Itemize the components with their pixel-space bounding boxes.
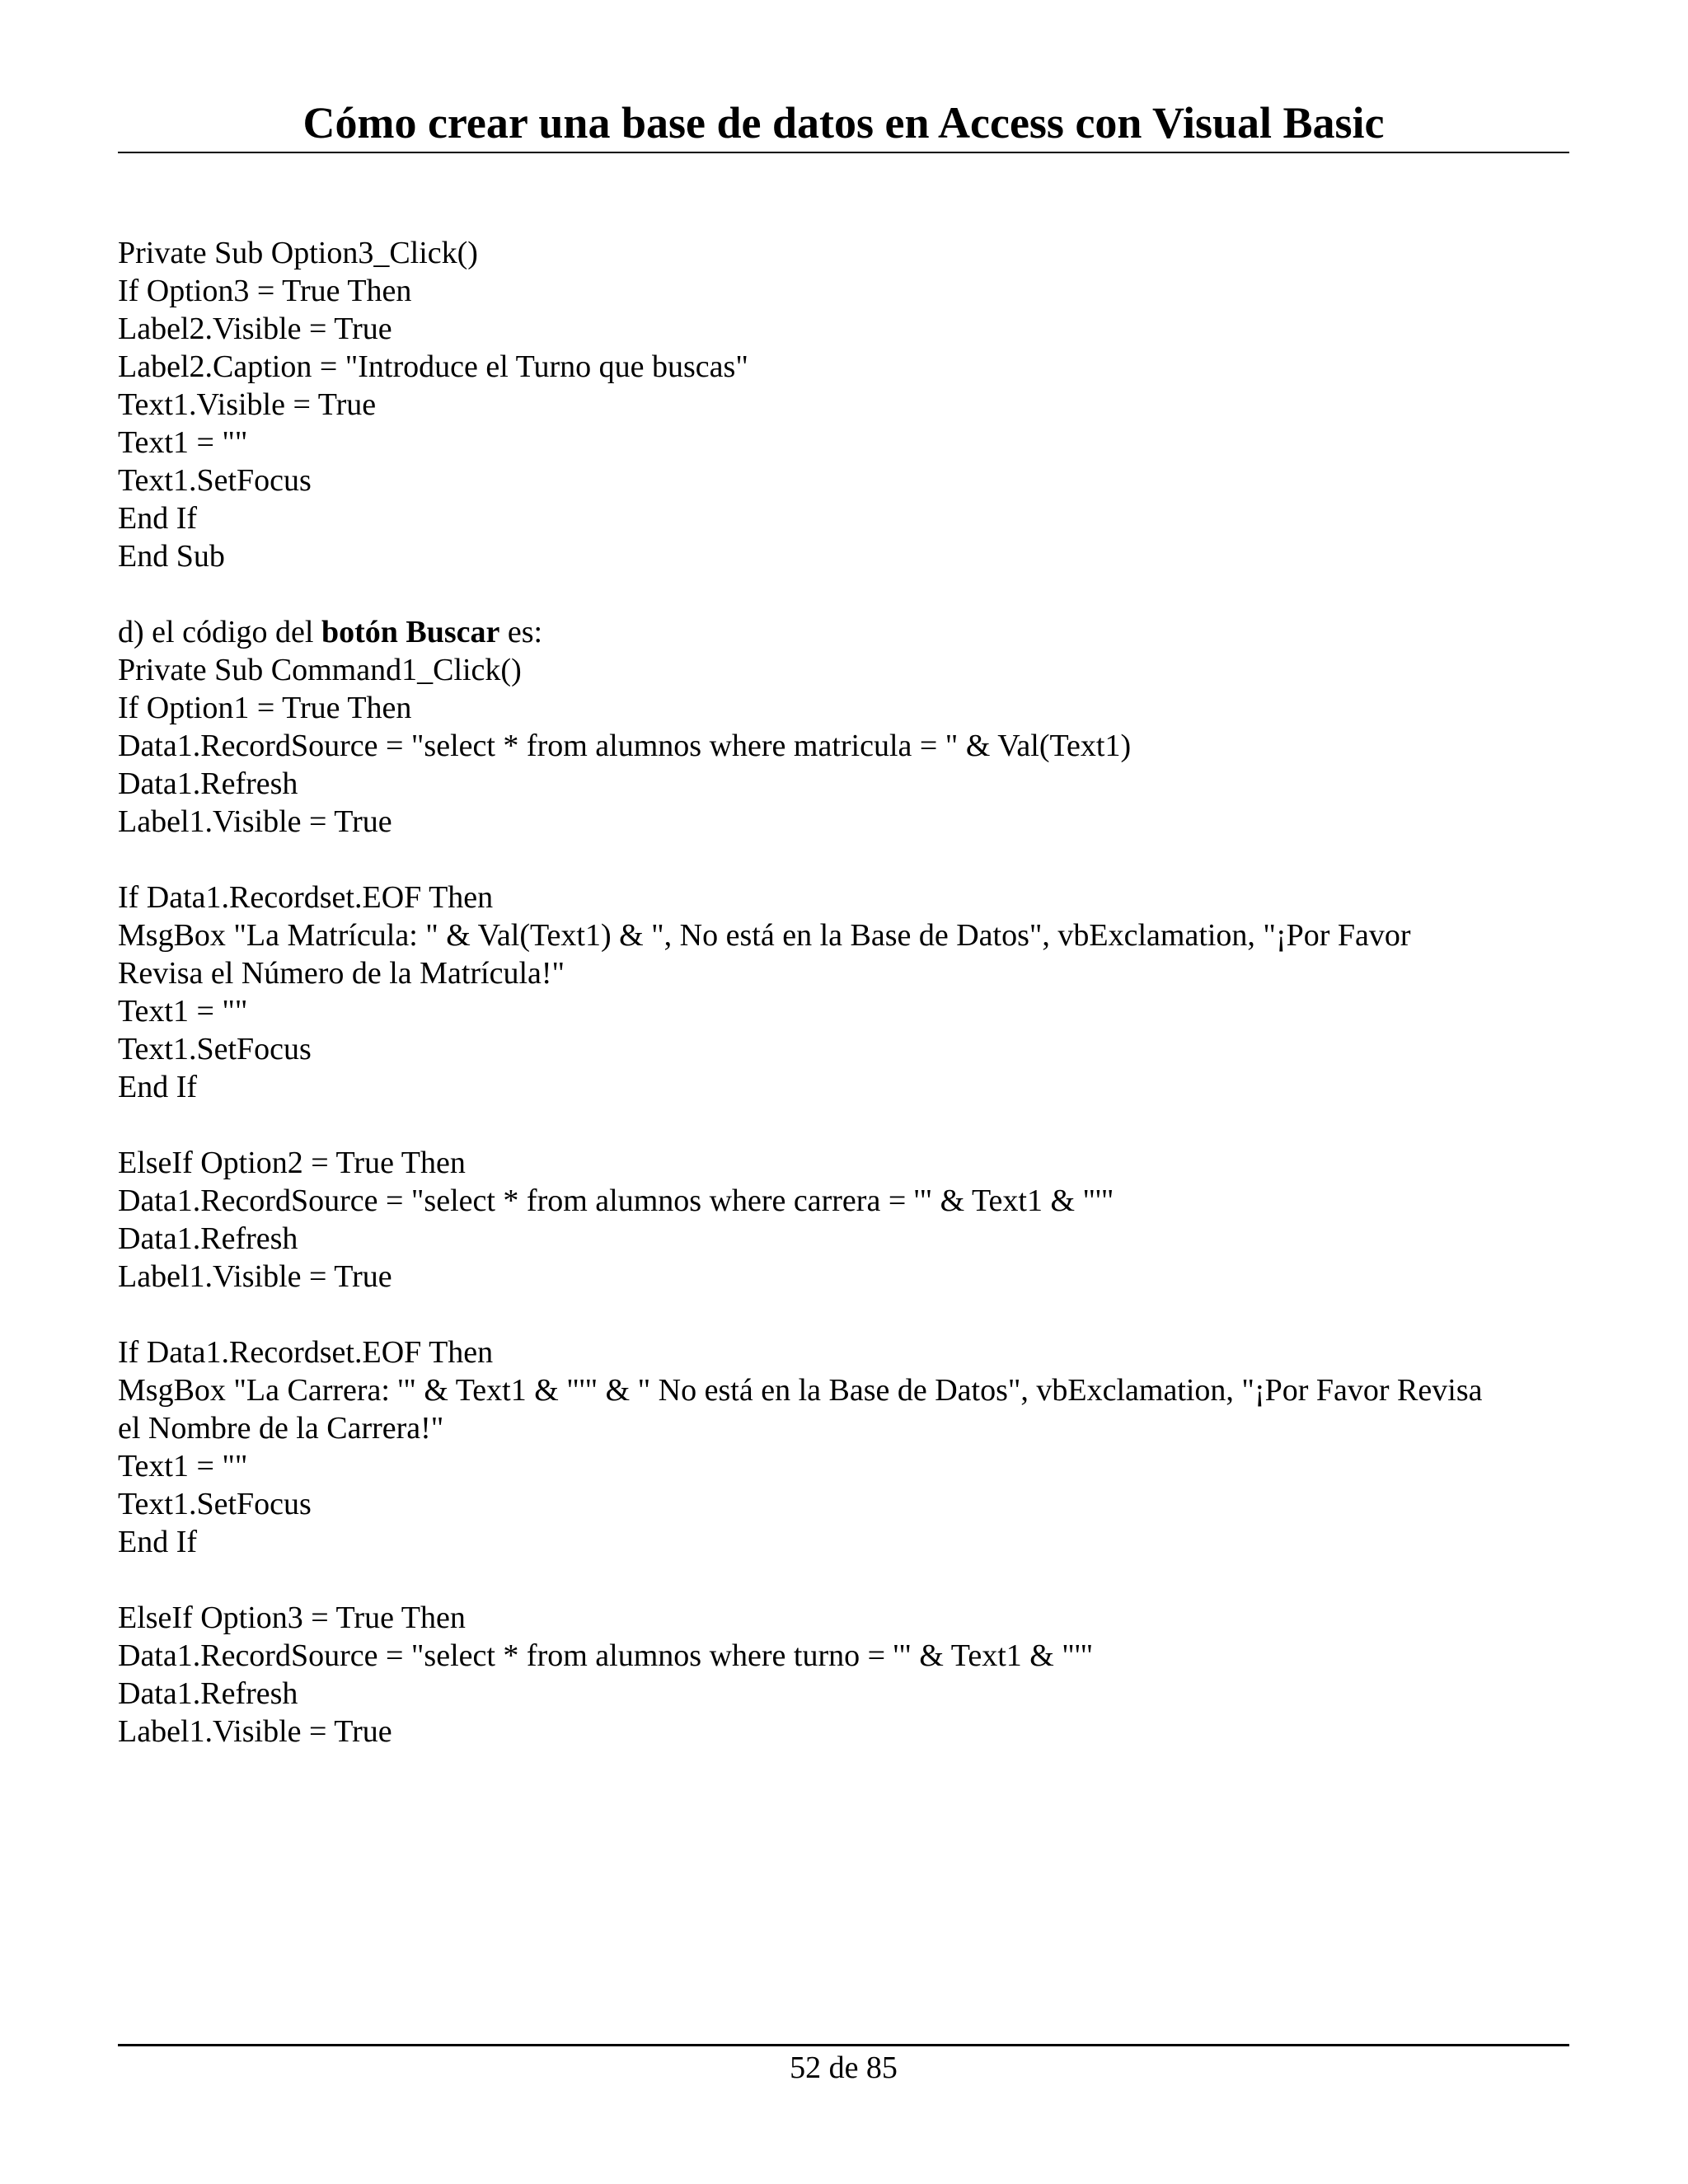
code-line: Data1.Refresh	[118, 1676, 298, 1711]
blank-line	[118, 1561, 1569, 1599]
code-line: ElseIf Option3 = True Then	[118, 1601, 466, 1635]
code-line: If Data1.Recordset.EOF Then	[118, 880, 494, 915]
code-line: Data1.RecordSource = "select * from alumnos where matricula = " & Val(Text1)	[118, 729, 1132, 763]
code-line: End If	[118, 1525, 198, 1559]
intro-suffix: es:	[499, 615, 543, 649]
code-line: If Option3 = True Then	[118, 274, 412, 308]
code-line: ElseIf Option2 = True Then	[118, 1146, 466, 1180]
intro-bold-term: botón Buscar	[321, 615, 500, 649]
page-number: 52 de 85	[790, 2050, 898, 2085]
blank-line	[118, 575, 1569, 613]
code-line: MsgBox "La Matrícula: " & Val(Text1) & ", No está en la Base de Datos", vbExclamation, "¡Por Favor	[118, 918, 1411, 953]
code-line: Private Sub Option3_Click()	[118, 236, 478, 270]
code-line: Text1.SetFocus	[118, 1032, 312, 1066]
code-line: Label2.Visible = True	[118, 312, 392, 346]
code-line: If Data1.Recordset.EOF Then	[118, 1335, 494, 1370]
code-line: Data1.Refresh	[118, 766, 298, 801]
code-line: Data1.RecordSource = "select * from alumnos where carrera = '" & Text1 & "'"	[118, 1183, 1114, 1218]
footer-divider	[118, 2044, 1569, 2046]
code-line: End Sub	[118, 539, 225, 574]
code-line: Text1.SetFocus	[118, 1487, 312, 1521]
code-line: Label1.Visible = True	[118, 1259, 392, 1294]
code-line: Text1 = ""	[118, 994, 248, 1029]
code-line: Text1.SetFocus	[118, 463, 312, 498]
code-line: Private Sub Command1_Click()	[118, 653, 522, 687]
code-line: Data1.RecordSource = "select * from alumnos where turno = '" & Text1 & "'"	[118, 1638, 1094, 1673]
code-line: End If	[118, 1070, 198, 1104]
blank-line	[118, 841, 1569, 879]
section-intro	[118, 613, 1569, 651]
code-line: Label1.Visible = True	[118, 804, 392, 839]
intro-prefix: d) el código del	[118, 615, 321, 649]
code-line: Label2.Caption = "Introduce el Turno que buscas"	[118, 349, 748, 384]
code-line: Label1.Visible = True	[118, 1714, 392, 1749]
code-line: Revisa el Número de la Matrícula!"	[118, 956, 565, 991]
code-line: End If	[118, 501, 198, 536]
code-line: MsgBox "La Carrera: '" & Text1 & "'" & " No está en la Base de Datos", vbExclamation, "¡Por Favor Revisa	[118, 1373, 1483, 1408]
code-line: If Option1 = True Then	[118, 691, 412, 725]
blank-line	[118, 1106, 1569, 1144]
blank-line	[118, 1296, 1569, 1333]
page-title: Cómo crear una base de datos en Access con Visual Basic	[302, 98, 1385, 148]
code-line: Text1 = ""	[118, 1449, 248, 1483]
header-divider	[118, 152, 1569, 153]
code-content	[118, 234, 1569, 1750]
code-line: Text1 = ""	[118, 425, 248, 460]
code-line: Data1.Refresh	[118, 1221, 298, 1256]
code-line: Text1.Visible = True	[118, 387, 377, 422]
code-line: el Nombre de la Carrera!"	[118, 1411, 444, 1446]
